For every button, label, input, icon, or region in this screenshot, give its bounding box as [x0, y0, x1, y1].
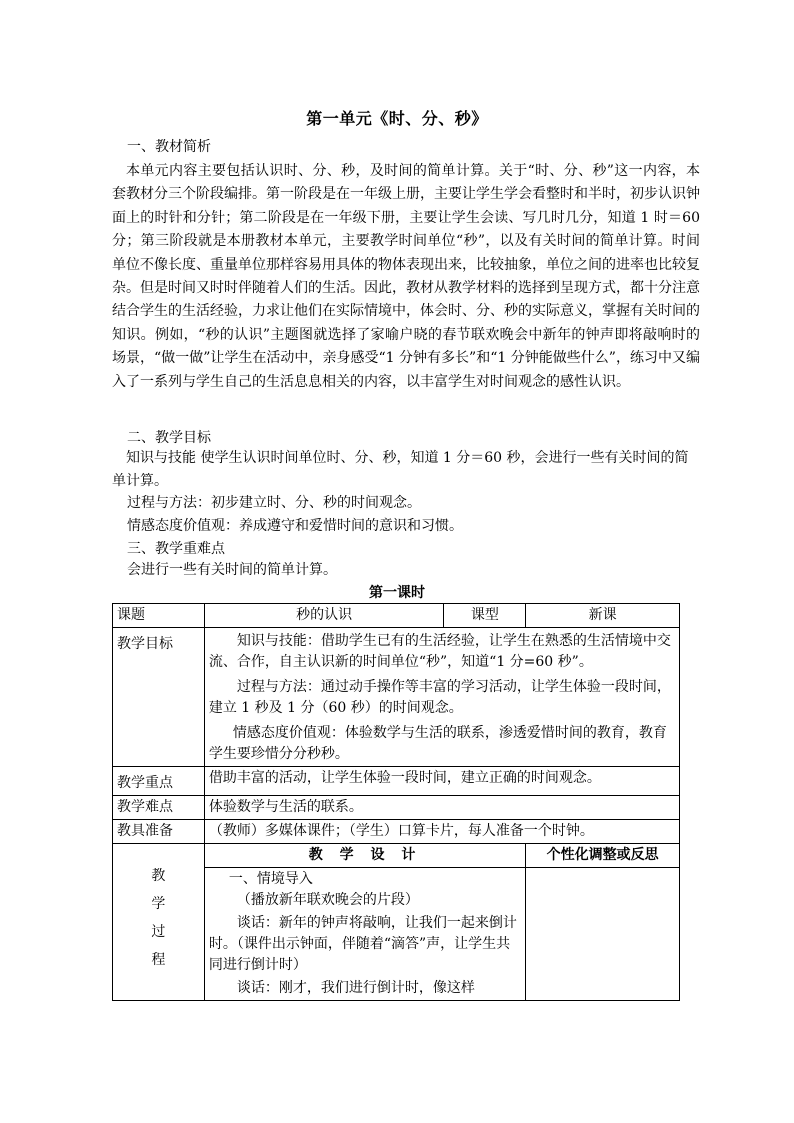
table-row: [113, 820, 680, 844]
lesson-title: 第一课时: [369, 585, 425, 601]
topic-label: 课题: [113, 604, 205, 628]
difficult-label: 教学难点: [113, 796, 205, 820]
section-heading-1: 一、教材简析: [127, 139, 211, 155]
process-label: [113, 844, 205, 1001]
type-label: 课型: [444, 604, 526, 628]
table-row: [113, 767, 680, 796]
section3-paragraph-1: 会进行一些有关时间的简单计算。: [127, 562, 337, 578]
talk-2: 谈话：刚才，我们进行倒计时，像这样: [236, 980, 475, 996]
section2-paragraph-1: 知识与技能 使学生认识时间单位时、分、秒，知道 1 分＝60 秒，会进行一些有关时间的简单计算。: [112, 450, 689, 489]
step-1-sub: （播放新年联欢晚会的片段）: [236, 892, 419, 908]
goal-3: 情感态度价值观：体验数学与生活的联系，渗透爱惜时间的教育，教育学生要珍惜分分秒秒。: [208, 725, 667, 762]
goals-cell: [204, 628, 679, 767]
talk-1: 谈话：新年的钟声将敲响，让我们一起来倒计时。（课件出示钟面，伴随着“滴答”声，让学生共同进行倒计时）: [208, 915, 517, 973]
tools-value: （教师）多媒体课件；（学生）口算卡片，每人准备一个时钟。: [204, 820, 679, 844]
table-row: [113, 604, 680, 628]
key-value: 借助丰富的活动，让学生体验一段时间，建立正确的时间观念。: [204, 767, 679, 796]
design-content: [204, 868, 525, 1001]
key-label: 教学重点: [113, 767, 205, 796]
goals-label: 教学目标: [113, 628, 205, 767]
topic-value: 秒的认识: [204, 604, 444, 628]
lesson-plan-table: [112, 603, 680, 1001]
page-title: 第一单元《时、分、秒》: [306, 109, 488, 128]
section2-paragraph-3: 情感态度价值观：养成遵守和爱惜时间的意识和习惯。: [127, 518, 463, 534]
type-value: 新课: [526, 604, 680, 628]
process-char-2: 学: [151, 896, 166, 912]
section-body-1: 本单元内容主要包括认识时、分、秒，及时间的简单计算。关于“时、分、秒”这一内容，本套教材分三个阶段编排。第一阶段是在一年级上册，主要让学生学会看整时和半时，初步认识钟面上的时针和分针；第二阶段是在一年级下册，主要让学生会读、写几时几分，知道 1 时＝60 分；第三阶段就是本册教材本单元，主要教学时间单位“秒”，以及有关时间的简单计算。时间单位不像长度、重量单位那样容易用具体的物体表现出来，比较抽象，单位之间的进率也比较复杂。但是时间又时时伴随着人们的生活。因此，教材从教学材料的选择到呈现方式，都十分注意结合学生的生活经验，力求让他们在实际情境中，体会时、分、秒的实际意义，掌握有关时间的知识。例如，“秒的认识”主题图就选择了家喻户晓的春节联欢晚会中新年的钟声即将敲响时的场景，“做一做”让学生在活动中，亲身感受“1 分钟有多长”和“1 分钟能做些什么”，练习中又编入了一系列与学生自己的生活息息相关的内容，以丰富学生对时间观念的感性认识。: [112, 163, 700, 390]
section-heading-2: 二、教学目标: [127, 430, 211, 446]
reflect-content: [526, 868, 680, 1001]
section-heading-3: 三、教学重难点: [127, 541, 225, 557]
design-header: 教 学 设 计: [204, 844, 525, 868]
process-char-3: 过: [151, 924, 166, 940]
table-row: [113, 796, 680, 820]
goal-1: 知识与技能：借助学生已有的生活经验，让学生在熟悉的生活情境中交流、合作，自主认识新的时间单位“秒”，知道“1 分=60 秒”。: [208, 633, 671, 670]
step-1: 一、情境导入: [228, 871, 313, 887]
difficult-value: 体验数学与生活的联系。: [204, 796, 679, 820]
goal-2: 过程与方法：通过动手操作等丰富的学习活动，让学生体验一段时间，建立 1 秒及 1 分（60 秒）的时间观念。: [208, 679, 671, 716]
process-char-1: 教: [151, 868, 166, 884]
process-char-4: 程: [151, 952, 166, 968]
table-row: [113, 628, 680, 767]
tools-label: 教具准备: [113, 820, 205, 844]
table-row: [113, 844, 680, 868]
reflect-header: 个性化调整或反思: [526, 844, 680, 868]
section2-paragraph-2: 过程与方法：初步建立时、分、秒的时间观念。: [127, 495, 421, 511]
